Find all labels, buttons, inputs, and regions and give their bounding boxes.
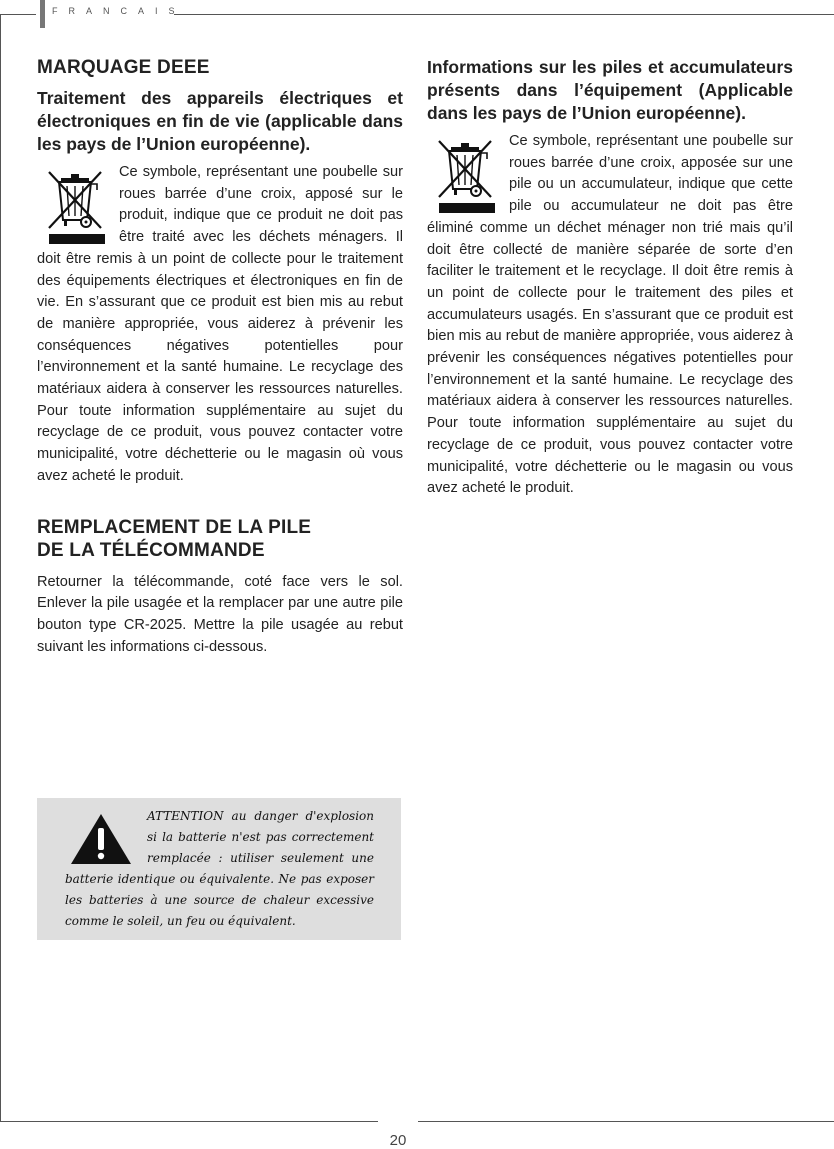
batteries-paragraph: Ce symbole, représentant une poubelle sur roues barrée d’une croix, apposée sur une pile ou un accumulateur, indique que cette pile ou accumulateur ne doit pas être éliminé comme un déchet ménager non trié mais qu’il doit être collecté de manière séparée de sorte d’en faciliter le traitement et le recyclage. Il doit être remis à un point de collecte pour le traitement des piles et accumulateurs usagés. En s’assurant que ce produit est bien mis au rebut de manière appropriée, vous aiderez à prévenir les conséquences négatives potentielles pour l’environnement et la santé humaine. Le recyclage des matériaux aidera à conserver les ressources naturelles. Pour toute information supplémentaire au sujet du recyclage de ce produit, vous pouvez contacter votre municipalité, votre déchetterie ou le magasin ou vous avez acheté le produit.	[427, 133, 793, 497]
frame-line-top-left	[0, 14, 36, 15]
battery-title-line1: REMPLACEMENT DE LA PILE	[37, 516, 312, 538]
frame-line-top-right	[174, 14, 834, 15]
warning-box	[37, 798, 401, 940]
deee-body	[37, 162, 403, 488]
frame-line-left	[0, 14, 1, 1122]
left-column	[37, 56, 403, 658]
page-number: 20	[389, 1132, 407, 1149]
frame-line-bottom-right	[418, 1121, 834, 1122]
language-label: FRANCAIS	[52, 6, 186, 16]
warning-text: ATTENTION au danger d'explosion si la batterie n'est pas correctement remplacée : utiliser seulement une batterie identique ou équivalente. Ne pas exposer les batteries à une source de chaleur excessive comme le soleil, un feu ou équivalent.	[65, 809, 374, 928]
frame-line-bottom-left	[0, 1121, 378, 1122]
battery-paragraph: Retourner la télécommande, coté face vers le sol. Enlever la pile usagée et la remplacer par une autre pile bouton type CR-2025. Mettre la pile usagée au rebut suivant les informations ci-dessous.	[37, 573, 403, 655]
right-column	[427, 56, 793, 500]
batteries-subtitle: Informations sur les piles et accumulateurs présents dans l’équipement (Applicable dans les pays de l’Union européenne).	[427, 57, 793, 123]
language-tab-marker	[40, 0, 45, 28]
battery-title	[37, 516, 403, 562]
warning-text-block	[65, 806, 374, 932]
spacer	[37, 488, 403, 516]
battery-bin-icon	[429, 137, 505, 215]
battery-title-line2: DE LA TÉLÉCOMMANDE	[37, 539, 265, 561]
deee-title: MARQUAGE DEEE	[37, 57, 210, 78]
batteries-body	[427, 131, 793, 500]
warning-triangle-icon	[65, 806, 147, 868]
deee-subtitle: Traitement des appareils électriques et électroniques en fin de vie (applicable dans les pays de l’Union européenne).	[37, 88, 403, 154]
wheelie-bin-icon	[39, 168, 115, 246]
deee-paragraph: Ce symbole, représentant une poubelle sur roues barrée d’une croix, apposé sur le produit, indique que ce produit ne doit pas être traité avec les déchets ménagers. Il doit être remis à un point de collecte pour le traitement des équipements électriques et électroniques en fin de vie. En s’assurant que ce produit est bien mis au rebut de manière appropriée, vous aiderez à prévenir les conséquences négatives potentielles pour l’environnement et la santé humaine. Le recyclage des matériaux aidera à conserver les ressources naturelles. Pour toute information supplémentaire au sujet du recyclage de ce produit, vous pouvez contacter votre municipalité, votre déchetterie ou le magasin où vous avez acheté le produit.	[37, 164, 403, 484]
